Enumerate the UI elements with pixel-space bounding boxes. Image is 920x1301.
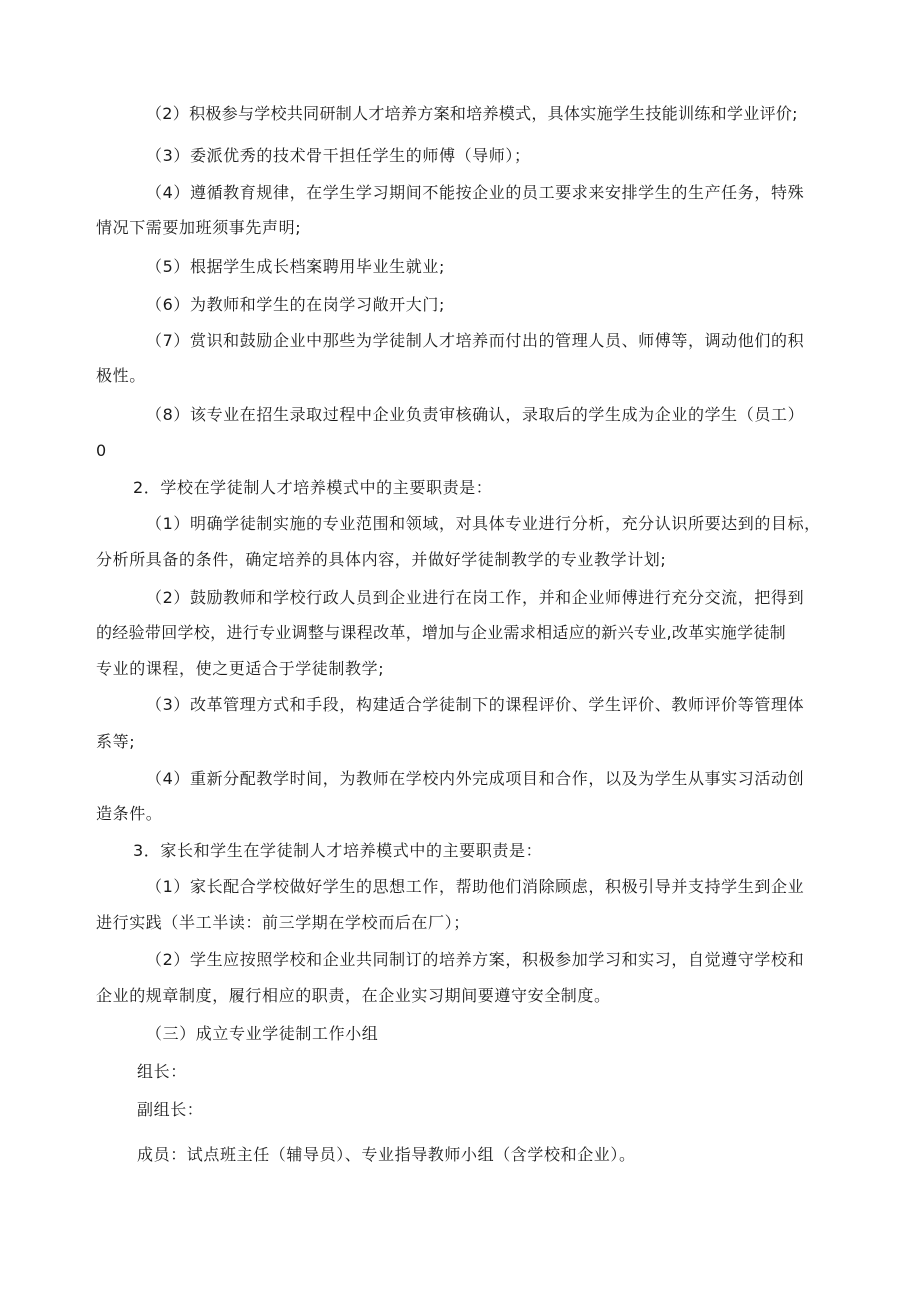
duty-item-7: （7）赏识和鼓励企业中那些为学徒制人才培养而付出的管理人员、师傅等，调动他们的积 bbox=[146, 331, 805, 350]
duty-item-4: （4）遵循教育规律，在学生学习期间不能按企业的员工要求来安排学生的生产任务，特殊 bbox=[146, 183, 805, 202]
school-item-4-cont: 造条件。 bbox=[96, 804, 163, 823]
family-item-2: （2）学生应按照学校和企业共同制订的培养方案，积极参加学习和实习，自觉遵守学校和 bbox=[146, 950, 805, 969]
family-item-1: （1）家长配合学校做好学生的思想工作，帮助他们消除顾虑，积极引导并支持学生到企业 bbox=[146, 877, 805, 896]
family-item-1-cont: 进行实践（半工半读：前三学期在学校而后在厂）； bbox=[96, 913, 470, 932]
section-heading-working-group: （三）成立专业学徒制工作小组 bbox=[146, 1024, 379, 1043]
school-item-1-cont: 分析所具备的条件，确定培养的具体内容，并做好学徒制教学的专业教学计划; bbox=[96, 550, 667, 569]
duty-item-5: （5）根据学生成长档案聘用毕业生就业; bbox=[146, 257, 445, 276]
group-leader-label: 组长： bbox=[137, 1062, 187, 1081]
duty-item-2: （2）积极参与学校共同研制人才培养方案和培养模式，具体实施学生技能训练和学业评价; bbox=[146, 104, 798, 123]
duty-item-7-cont: 极性。 bbox=[96, 366, 146, 385]
duty-item-4-cont: 情况下需要加班须事先声明; bbox=[96, 218, 302, 237]
section-heading-2: 2．学校在学徒制人才培养模式中的主要职责是： bbox=[133, 478, 493, 497]
section-heading-3: 3．家长和学生在学徒制人才培养模式中的主要职责是： bbox=[133, 841, 543, 860]
school-item-3: （3）改革管理方式和手段，构建适合学徒制下的课程评价、学生评价、教师评价等管理体 bbox=[146, 695, 805, 714]
school-item-3-cont: 系等; bbox=[96, 732, 136, 751]
school-item-2-cont-b: 专业的课程，使之更适合于学徒制教学; bbox=[96, 659, 385, 678]
members-line: 成员：试点班主任（辅导员）、专业指导教师小组（含学校和企业）。 bbox=[137, 1145, 636, 1164]
duty-item-8: （8）该专业在招生录取过程中企业负责审核确认，录取后的学生成为企业的学生（员工） bbox=[146, 405, 805, 424]
family-item-2-cont: 企业的规章制度，履行相应的职责，在企业实习期间要遵守安全制度。 bbox=[96, 986, 611, 1005]
school-item-2-cont-a: 的经验带回学校，进行专业调整与课程改革，增加与企业需求相适应的新兴专业,改革实施学徒制 bbox=[96, 623, 786, 642]
duty-item-3: （3）委派优秀的技术骨干担任学生的师傅（导师）； bbox=[146, 146, 531, 165]
school-item-1: （1）明确学徒制实施的专业范围和领域，对具体专业进行分析，充分认识所要达到的目标， bbox=[146, 514, 821, 533]
school-item-4: （4）重新分配教学时间，为教师在学校内外完成项目和合作，以及为学生从事实习活动创 bbox=[146, 769, 805, 788]
duty-item-8-cont: 0 bbox=[96, 441, 107, 460]
deputy-leader-label: 副组长： bbox=[137, 1100, 204, 1119]
duty-item-6: （6）为教师和学生的在岗学习敞开大门; bbox=[146, 295, 445, 314]
school-item-2: （2）鼓励教师和学校行政人员到企业进行在岗工作，并和企业师傅进行充分交流，把得到 bbox=[146, 588, 805, 607]
